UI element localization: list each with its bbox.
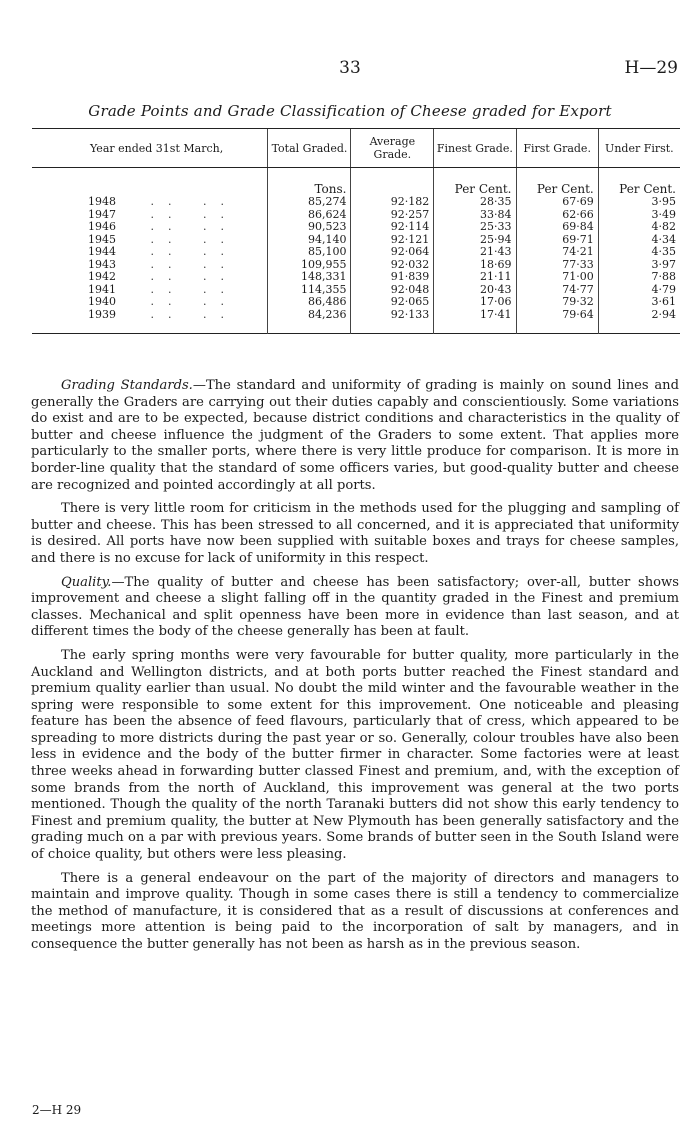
table-row bbox=[32, 309, 680, 334]
table-header-row bbox=[32, 129, 680, 168]
unit-cell: Per Cent. bbox=[598, 168, 680, 197]
year-cell bbox=[32, 246, 268, 259]
finest-cell: 18·69 bbox=[434, 259, 516, 272]
under-cell: 3·97 bbox=[598, 259, 680, 272]
total-cell: 109,955 bbox=[268, 259, 351, 272]
paragraph-quality bbox=[31, 575, 679, 641]
unit-cell: Per Cent. bbox=[516, 168, 598, 197]
total-cell: 148,331 bbox=[268, 271, 351, 284]
year-label: 1944 bbox=[88, 245, 116, 258]
finest-cell: 28·35 bbox=[434, 196, 516, 209]
year-label: 1947 bbox=[88, 207, 116, 221]
finest-cell: 33·84 bbox=[434, 209, 516, 222]
under-cell: 4·34 bbox=[598, 234, 680, 247]
rule-cell bbox=[434, 334, 516, 335]
year-cell bbox=[32, 296, 268, 309]
average-cell: 92·048 bbox=[351, 284, 434, 297]
year-label: 1946 bbox=[88, 220, 116, 233]
average-cell: 92·114 bbox=[351, 221, 434, 234]
column-header-under: Under First. bbox=[598, 129, 680, 168]
leader-dots: .. .. bbox=[150, 307, 238, 321]
leader-dots: .. .. bbox=[150, 207, 238, 221]
rule-cell bbox=[32, 334, 268, 335]
first-cell: 62·66 bbox=[516, 209, 598, 222]
average-cell: 92·121 bbox=[351, 234, 434, 247]
table-body bbox=[32, 168, 680, 335]
under-cell: 3·95 bbox=[598, 196, 680, 209]
total-cell: 86,486 bbox=[268, 296, 351, 309]
year-label: 1948 bbox=[88, 195, 116, 208]
finest-cell: 21·11 bbox=[434, 271, 516, 284]
total-cell: 94,140 bbox=[268, 234, 351, 247]
paragraph-text: There is very little room for criticism in the methods used for the plugging and sampling of butter and cheese. This has been stressed to all concerned, and it is appreciated that uniformity is desired. All ports have now been supplied with suitable boxes and trays for cheese samples, and there is no excuse for lack of uniformity in this respect. bbox=[31, 501, 679, 566]
finest-cell: 20·43 bbox=[434, 284, 516, 297]
total-cell: 86,624 bbox=[268, 209, 351, 222]
year-label: 1939 bbox=[88, 307, 116, 321]
rule-cell bbox=[598, 334, 680, 335]
document-reference: H—29 bbox=[624, 58, 678, 78]
total-cell: 84,236 bbox=[268, 309, 351, 334]
average-cell: 92·064 bbox=[351, 246, 434, 259]
paragraph-endeavour bbox=[31, 871, 679, 954]
unit-cell: Per Cent. bbox=[434, 168, 516, 197]
finest-cell: 25·94 bbox=[434, 234, 516, 247]
table-row bbox=[32, 271, 680, 284]
year-cell bbox=[32, 221, 268, 234]
average-cell: 92·032 bbox=[351, 259, 434, 272]
under-cell: 3·49 bbox=[598, 209, 680, 222]
leader-dots: .. .. bbox=[150, 245, 238, 258]
year-label: 1940 bbox=[88, 295, 116, 308]
paragraph-lead: Grading Standards. bbox=[61, 378, 193, 393]
first-cell: 71·00 bbox=[516, 271, 598, 284]
first-cell: 79·64 bbox=[516, 309, 598, 334]
leader-dots: .. .. bbox=[150, 282, 238, 296]
column-header-first: First Grade. bbox=[516, 129, 598, 168]
first-cell: 74·21 bbox=[516, 246, 598, 259]
average-cell: 92·182 bbox=[351, 196, 434, 209]
leader-dots: .. .. bbox=[150, 270, 238, 283]
under-cell: 3·61 bbox=[598, 296, 680, 309]
total-cell: 114,355 bbox=[268, 284, 351, 297]
leader-dots: .. .. bbox=[150, 220, 238, 233]
total-cell: 85,274 bbox=[268, 196, 351, 209]
table-row bbox=[32, 221, 680, 234]
average-cell: 92·133 bbox=[351, 309, 434, 334]
units-row bbox=[32, 168, 680, 197]
year-label: 1941 bbox=[88, 282, 116, 296]
paragraph-text: —The quality of butter and cheese has been satisfactory; over-all, butter shows improvement and cheese a slight falling off in the quantity graded in the Finest and premium classes. Mechanical and split openness have been more in evidence than last season, and at different times the body of the cheese generally has been at fault. bbox=[31, 574, 679, 640]
year-label: 1942 bbox=[88, 270, 116, 283]
unit-cell: Tons. bbox=[268, 168, 351, 197]
under-cell: 2·94 bbox=[598, 309, 680, 334]
average-cell: 91·839 bbox=[351, 271, 434, 284]
leader-dots: .. .. bbox=[150, 295, 238, 308]
year-cell bbox=[32, 309, 268, 334]
first-cell: 79·32 bbox=[516, 296, 598, 309]
column-header-year: Year ended 31st March, bbox=[32, 129, 268, 168]
leader-dots: .. .. bbox=[150, 257, 238, 271]
rule-cell bbox=[516, 334, 598, 335]
year-cell bbox=[32, 271, 268, 284]
under-cell: 4·82 bbox=[598, 221, 680, 234]
rule-cell bbox=[268, 334, 351, 335]
paragraph-spring bbox=[31, 648, 679, 864]
paragraph-text: The early spring months were very favourable for butter quality, more particularly in the Auckland and Wellington districts, and at both ports butter reached the Finest standard and premium quality earlier than usual. No doubt the mild winter and the favourable weather in the spring were responsible to some extent for this improvement. One noticeable and pleasing feature has been the absence of feed flavours, particularly that of cress, which appeared to be spreading to more districts during the past year or so. Generally, colour troubles have also been less in evidence and the body of the butter firmer in character. Some factories were at least three weeks ahead in forwarding butter classed Finest and premium, and, with the exception of some brands from the north of Auckland, this improvement was general at the two ports mentioned. Though the quality of the north Taranaki butters did not show this early tendency to Finest and premium quality, the butter at New Plymouth has been generally satisfactory and the grading much on a par with previous years. Some brands of butter seen in the South Island were of choice quality, but others were less pleasing. bbox=[31, 647, 679, 863]
paragraph-text: —The standard and uniformity of grading is mainly on sound lines and generally the Graders are carrying out their duties capably and conscientiously. Some variations do exist and are to be expected, because district conditions and characteristics in the quality of butter and cheese influence the judgment of the Graders to some extent. That applies more particularly to the smaller ports, where there is very little produce for comparison. It is more in border-line quality that the standard of some officers varies, but good-quality butter and cheese are recognized and pointed accordingly at all ports. bbox=[31, 378, 679, 493]
table-row bbox=[32, 196, 680, 209]
table-row bbox=[32, 246, 680, 259]
column-header-finest: Finest Grade. bbox=[434, 129, 516, 168]
unit-cell bbox=[32, 168, 268, 197]
leader-dots: .. .. bbox=[150, 232, 238, 246]
first-cell: 74·77 bbox=[516, 284, 598, 297]
total-cell: 90,523 bbox=[268, 221, 351, 234]
first-cell: 69·84 bbox=[516, 221, 598, 234]
column-header-average: Average Grade. bbox=[351, 129, 434, 168]
under-cell: 7·88 bbox=[598, 271, 680, 284]
finest-cell: 17·06 bbox=[434, 296, 516, 309]
under-cell: 4·35 bbox=[598, 246, 680, 259]
first-cell: 77·33 bbox=[516, 259, 598, 272]
cheese-grade-table bbox=[32, 128, 680, 334]
table-bottom-rule bbox=[32, 334, 680, 335]
leader-dots: .. .. bbox=[150, 195, 238, 208]
body-text bbox=[31, 378, 679, 961]
paragraph-grading-standards bbox=[31, 378, 679, 494]
year-label: 1943 bbox=[88, 257, 116, 271]
average-cell: 92·065 bbox=[351, 296, 434, 309]
unit-cell bbox=[351, 168, 434, 197]
under-cell: 4·79 bbox=[598, 284, 680, 297]
year-label: 1945 bbox=[88, 232, 116, 246]
finest-cell: 21·43 bbox=[434, 246, 516, 259]
paragraph-sampling bbox=[31, 501, 679, 567]
paragraph-lead: Quality. bbox=[61, 574, 112, 590]
total-cell: 85,100 bbox=[268, 246, 351, 259]
table-title: Grade Points and Grade Classification of Cheese graded for Export bbox=[88, 102, 612, 120]
rule-cell bbox=[351, 334, 434, 335]
column-header-total: Total Graded. bbox=[268, 129, 351, 168]
footer-reference: 2—H 29 bbox=[32, 1103, 82, 1117]
finest-cell: 25·33 bbox=[434, 221, 516, 234]
first-cell: 67·69 bbox=[516, 196, 598, 209]
average-cell: 92·257 bbox=[351, 209, 434, 222]
table-row bbox=[32, 296, 680, 309]
first-cell: 69·71 bbox=[516, 234, 598, 247]
paragraph-text: There is a general endeavour on the part of the majority of directors and managers to maintain and improve quality. Though in some cases there is still a tendency to commercialize the method of manufacture, it is considered that as a result of discussions at conferences and meetings more attention is being paid to the incorporation of salt by managers, and in consequence the butter generally has not been as harsh as in the previous season. bbox=[31, 870, 679, 952]
finest-cell: 17·41 bbox=[434, 309, 516, 334]
year-cell bbox=[32, 196, 268, 209]
page-number: 33 bbox=[339, 58, 361, 78]
